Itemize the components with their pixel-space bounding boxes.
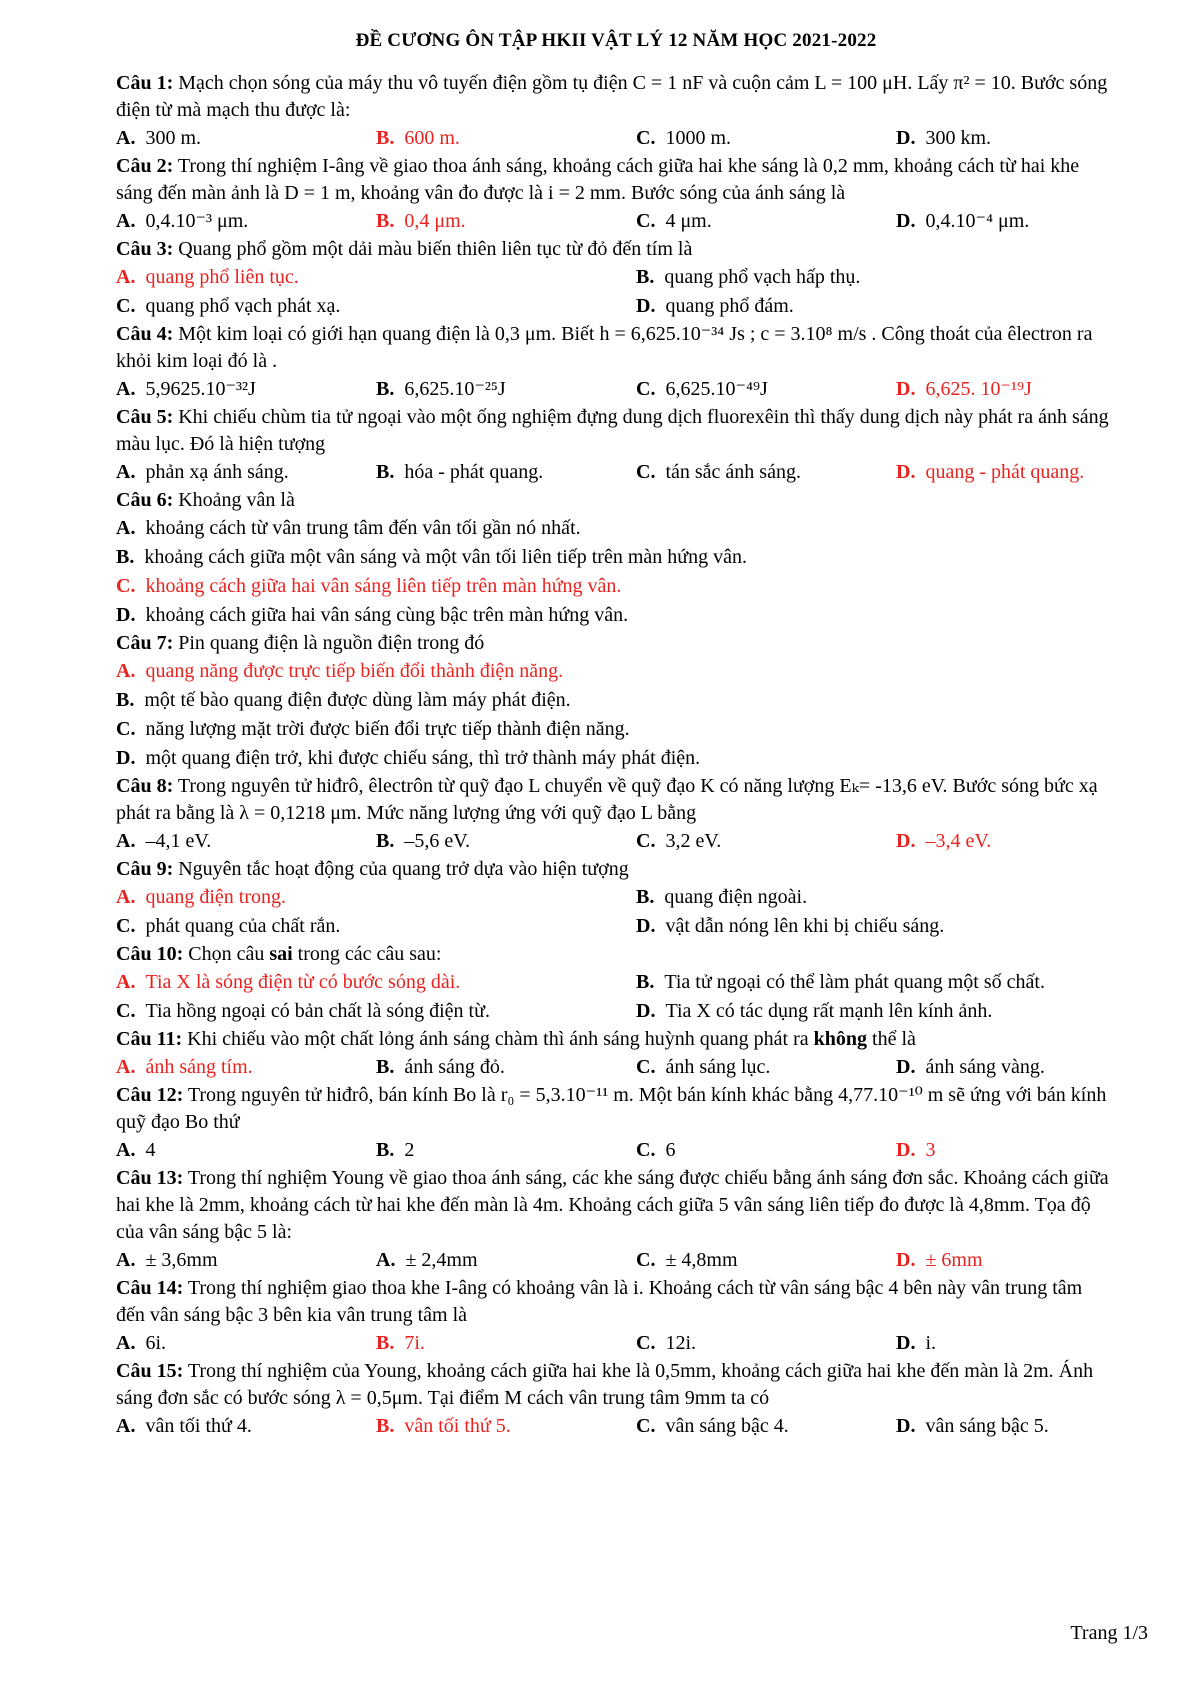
option-letter: C.: [636, 210, 656, 232]
option-letter: C.: [116, 915, 136, 937]
option-text: khoảng cách giữa một vân sáng và một vân tối liên tiếp trên màn hứng vân.: [144, 546, 747, 568]
answer-option-correct: [896, 375, 1116, 404]
answer-options: [116, 375, 1116, 404]
question-number: Câu 7:: [116, 632, 174, 654]
option-letter: A.: [116, 830, 136, 852]
option-letter: A.: [116, 461, 136, 483]
option-letter: A.: [116, 517, 136, 539]
question-block: [116, 1275, 1116, 1358]
answer-option-correct: [116, 263, 636, 292]
option-text: vật dẫn nóng lên khi bị chiếu sáng.: [665, 915, 945, 937]
option-letter: D.: [896, 1056, 916, 1078]
option-text: quang - phát quang.: [925, 461, 1085, 483]
answer-option: [116, 292, 636, 321]
option-letter: C.: [116, 718, 136, 740]
option-text: Tia hồng ngoại có bản chất là sóng điện từ.: [145, 1000, 490, 1022]
answer-options: [116, 1246, 1116, 1275]
answer-option: [636, 207, 896, 236]
answer-option: [636, 124, 896, 153]
option-text: 6: [665, 1139, 676, 1161]
option-letter: A.: [116, 1056, 136, 1078]
option-letter: A.: [116, 660, 136, 682]
answer-option: [636, 1329, 896, 1358]
answer-option-correct: [116, 572, 1116, 601]
answer-option: [896, 124, 1116, 153]
answer-options: [116, 883, 1116, 941]
option-text: vân tối thứ 4.: [145, 1415, 252, 1437]
answer-options: [116, 1136, 1116, 1165]
question-block: [116, 404, 1116, 487]
option-text: –4,1 eV.: [145, 830, 212, 852]
option-text: 3,2 eV.: [665, 830, 722, 852]
question-text: Trong thí nghiệm Young về giao thoa ánh sáng, các khe sáng được chiếu bằng ánh sáng đơn sắc. Khoảng cách giữa hai khe là 2mm, khoảng cách từ hai khe đến màn là 4m. Khoảng cách giữa 5 vân sáng liên tiếp đo được là 4,8mm. Tọa độ của vân sáng bậc 5 là:: [116, 1167, 1109, 1243]
option-text: quang điện ngoài.: [664, 886, 808, 908]
option-letter: A.: [116, 1332, 136, 1354]
question-stem: [116, 236, 1116, 263]
answer-option: [116, 543, 1116, 572]
question-text: trong các câu sau:: [292, 943, 442, 965]
answer-option: [636, 292, 1116, 321]
option-letter: B.: [376, 830, 395, 852]
answer-option-correct: [376, 207, 636, 236]
question-stem: [116, 773, 1116, 827]
question-stem: [116, 70, 1116, 124]
question-stem: [116, 1082, 1116, 1136]
option-text: vân tối thứ 5.: [404, 1415, 511, 1437]
question-stem: [116, 404, 1116, 458]
option-text: 0,4 μm.: [404, 210, 466, 232]
answer-option: [116, 1136, 376, 1165]
answer-option: [116, 1246, 376, 1275]
question-text: Trong thí nghiệm I-âng về giao thoa ánh sáng, khoảng cách giữa hai khe sáng là 0,2 mm, khoảng cách từ hai khe sáng đến màn ảnh là D = 1 m, khoảng vân đo được là i = 2 mm. Bước sóng của ánh sáng là: [116, 155, 1080, 204]
option-letter: B.: [376, 210, 395, 232]
question-text: Khi chiếu chùm tia tử ngoại vào một ống nghiệm đựng dung dịch fluorexêin thì thấy dung dịch này phát ra ánh sáng màu lục. Đó là hiện tượng: [116, 406, 1109, 455]
answer-option: [376, 375, 636, 404]
option-text: ánh sáng lục.: [665, 1056, 771, 1078]
option-letter: C.: [116, 575, 136, 597]
option-letter: B.: [376, 1139, 395, 1161]
option-letter: D.: [896, 1249, 916, 1271]
option-text: i.: [925, 1332, 937, 1354]
option-letter: A.: [116, 266, 136, 288]
question-number: Câu 1:: [116, 72, 174, 94]
option-text: quang phổ liên tục.: [145, 266, 299, 288]
answer-option: [116, 124, 376, 153]
question-text: Pin quang điện là nguồn điện trong đó: [173, 632, 485, 654]
option-text: một quang điện trở, khi được chiếu sáng, thì trở thành máy phát điện.: [145, 747, 701, 769]
question-stem: [116, 487, 1116, 514]
answer-option-correct: [116, 1053, 376, 1082]
option-text: tán sắc ánh sáng.: [665, 461, 801, 483]
question-block: [116, 630, 1116, 773]
option-text: vân sáng bậc 5.: [925, 1415, 1049, 1437]
question-emphasis: không: [813, 1028, 868, 1050]
option-text: quang phổ vạch phát xạ.: [145, 295, 341, 317]
option-letter: A.: [116, 1415, 136, 1437]
option-text: –3,4 eV.: [925, 830, 992, 852]
question-block: [116, 153, 1116, 236]
question-number: Câu 11:: [116, 1028, 183, 1050]
answer-options: [116, 1412, 1116, 1441]
question-block: [116, 487, 1116, 630]
question-block: [116, 773, 1116, 856]
option-text: hóa - phát quang.: [404, 461, 544, 483]
option-letter: D.: [116, 747, 136, 769]
option-letter: A.: [116, 127, 136, 149]
answer-option: [116, 827, 376, 856]
question-text: Khoảng vân là: [173, 489, 295, 511]
option-text: ánh sáng vàng.: [925, 1056, 1045, 1078]
question-block: [116, 1165, 1116, 1275]
answer-option: [116, 601, 1116, 630]
option-letter: A.: [116, 971, 136, 993]
option-text: 300 km.: [925, 127, 992, 149]
option-letter: A.: [116, 886, 136, 908]
option-letter: D.: [636, 1000, 656, 1022]
question-text: Trong nguyên tử hiđrô, êlectrôn từ quỹ đạo L chuyển về quỹ đạo K có năng lượng Eₖ= -13,6 eV. Bước sóng bức xạ phát ra bằng là λ = 0,1218 μm. Mức năng lượng ứng với quỹ đạo L bằng: [116, 775, 1098, 824]
option-text: phản xạ ánh sáng.: [145, 461, 289, 483]
answer-option: [896, 1053, 1116, 1082]
option-letter: D.: [896, 378, 916, 400]
option-letter: A.: [116, 1139, 136, 1161]
answer-option-correct: [116, 883, 636, 912]
option-text: ± 2,4mm: [405, 1249, 478, 1271]
question-block: [116, 941, 1116, 1026]
answer-option: [116, 686, 1116, 715]
option-letter: B.: [116, 546, 135, 568]
option-text: quang phổ vạch hấp thụ.: [664, 266, 861, 288]
option-text: 1000 m.: [665, 127, 732, 149]
answer-option: [116, 458, 376, 487]
answer-option-correct: [896, 458, 1116, 487]
option-letter: B.: [376, 1056, 395, 1078]
option-letter: D.: [896, 461, 916, 483]
question-stem: [116, 941, 1116, 968]
question-list: [116, 70, 1116, 1441]
option-letter: C.: [636, 1415, 656, 1437]
question-stem: [116, 1165, 1116, 1246]
question-number: Câu 6:: [116, 489, 174, 511]
answer-option: [116, 1412, 376, 1441]
answer-option: [896, 1412, 1116, 1441]
question-text: Trong thí nghiệm giao thoa khe I-âng có khoảng vân là i. Khoảng cách từ vân sáng bậc 4 bên này vân trung tâm đến vân sáng bậc 3 bên kia vân trung tâm là: [116, 1277, 1083, 1326]
option-text: ± 3,6mm: [145, 1249, 218, 1271]
answer-option: [116, 514, 1116, 543]
question-block: [116, 70, 1116, 153]
answer-option: [636, 1136, 896, 1165]
question-text: Quang phổ gồm một dải màu biến thiên liên tục từ đỏ đến tím là: [173, 238, 693, 260]
answer-option: [376, 1053, 636, 1082]
option-letter: C.: [636, 1056, 656, 1078]
option-text: ánh sáng đỏ.: [404, 1056, 505, 1078]
option-text: khoảng cách giữa hai vân sáng cùng bậc trên màn hứng vân.: [145, 604, 629, 626]
option-letter: D.: [896, 830, 916, 852]
option-text: –5,6 eV.: [404, 830, 471, 852]
question-text: Trong thí nghiệm của Young, khoảng cách giữa hai khe là 0,5mm, khoảng cách giữa hai khe đến màn là 2m. Ánh sáng đơn sắc có bước sóng λ = 0,5μm. Tại điểm M cách vân trung tâm 9mm ta có: [116, 1360, 1094, 1409]
answer-option-correct: [116, 968, 636, 997]
option-letter: C.: [116, 295, 136, 317]
option-letter: A.: [116, 210, 136, 232]
answer-option-correct: [376, 1412, 636, 1441]
option-letter: D.: [896, 1415, 916, 1437]
question-text: Khi chiếu vào một chất lỏng ánh sáng chàm thì ánh sáng huỳnh quang phát ra: [182, 1028, 814, 1050]
option-text: ánh sáng tím.: [145, 1056, 253, 1078]
option-letter: C.: [636, 461, 656, 483]
answer-option: [896, 207, 1116, 236]
option-letter: C.: [636, 1139, 656, 1161]
option-text: ± 6mm: [925, 1249, 983, 1271]
option-text: 300 m.: [145, 127, 202, 149]
answer-option-correct: [896, 1136, 1116, 1165]
answer-options: [116, 968, 1116, 1026]
option-letter: B.: [376, 127, 395, 149]
question-number: Câu 4:: [116, 323, 174, 345]
question-number: Câu 3:: [116, 238, 174, 260]
question-block: [116, 856, 1116, 941]
question-stem: [116, 1358, 1116, 1412]
answer-options: [116, 1053, 1116, 1082]
option-letter: A.: [376, 1249, 396, 1271]
option-letter: B.: [636, 886, 655, 908]
answer-option-correct: [116, 657, 1116, 686]
option-letter: D.: [116, 604, 136, 626]
answer-options: [116, 1329, 1116, 1358]
option-letter: B.: [376, 378, 395, 400]
question-number: Câu 8:: [116, 775, 174, 797]
option-letter: D.: [636, 295, 656, 317]
answer-option: [116, 207, 376, 236]
option-text: Tia X có tác dụng rất mạnh lên kính ảnh.: [665, 1000, 993, 1022]
option-letter: C.: [636, 830, 656, 852]
question-text: Nguyên tắc hoạt động của quang trở dựa vào hiện tượng: [173, 858, 629, 880]
question-number: Câu 2:: [116, 155, 174, 177]
option-text: 4 μm.: [665, 210, 712, 232]
option-letter: B.: [116, 689, 135, 711]
option-text: quang phổ đám.: [665, 295, 794, 317]
option-text: 0,4.10⁻⁴ μm.: [925, 210, 1030, 232]
answer-option: [376, 458, 636, 487]
question-number: Câu 9:: [116, 858, 174, 880]
option-letter: C.: [636, 1249, 656, 1271]
question-stem: [116, 321, 1116, 375]
question-block: [116, 1082, 1116, 1165]
option-letter: B.: [376, 461, 395, 483]
answer-option-correct: [376, 124, 636, 153]
option-text: 6,625.10⁻⁴⁹J: [665, 378, 768, 400]
answer-option: [636, 912, 1116, 941]
question-number: Câu 5:: [116, 406, 174, 428]
answer-option: [636, 827, 896, 856]
question-block: [116, 321, 1116, 404]
option-text: 7i.: [404, 1332, 425, 1354]
question-text: Chọn câu: [183, 943, 270, 965]
answer-option: [636, 997, 1116, 1026]
answer-options: [116, 458, 1116, 487]
option-letter: D.: [896, 127, 916, 149]
answer-option: [636, 883, 1116, 912]
question-stem: [116, 1026, 1116, 1053]
answer-option: [636, 1053, 896, 1082]
option-text: 3: [925, 1139, 936, 1161]
question-stem: [116, 856, 1116, 883]
option-text: quang năng được trực tiếp biến đổi thành điện năng.: [145, 660, 564, 682]
option-letter: B.: [376, 1415, 395, 1437]
answer-option: [116, 912, 636, 941]
question-block: [116, 1358, 1116, 1441]
option-text: năng lượng mặt trời được biến đổi trực tiếp thành điện năng.: [145, 718, 630, 740]
answer-option: [116, 1329, 376, 1358]
option-text: 6i.: [145, 1332, 167, 1354]
answer-options: [116, 657, 1116, 773]
question-number: Câu 15:: [116, 1360, 184, 1382]
option-letter: C.: [636, 127, 656, 149]
question-number: Câu 14:: [116, 1277, 184, 1299]
answer-option: [376, 1136, 636, 1165]
option-letter: D.: [896, 210, 916, 232]
option-text: khoảng cách giữa hai vân sáng liên tiếp trên màn hứng vân.: [145, 575, 622, 597]
option-text: 6,625.10⁻²⁵J: [404, 378, 506, 400]
answer-options: [116, 124, 1116, 153]
option-text: 5,9625.10⁻³²J: [145, 378, 256, 400]
option-letter: D.: [896, 1332, 916, 1354]
answer-option: [896, 1329, 1116, 1358]
option-text: 2: [404, 1139, 415, 1161]
option-text: ± 4,8mm: [665, 1249, 738, 1271]
answer-options: [116, 514, 1116, 630]
option-letter: A.: [116, 378, 136, 400]
answer-option-correct: [896, 827, 1116, 856]
answer-option: [116, 715, 1116, 744]
option-text: 6,625. 10⁻¹⁹J: [925, 378, 1032, 400]
question-text: Một kim loại có giới hạn quang điện là 0,3 μm. Biết h = 6,625.10⁻³⁴ Js ; c = 3.10⁸ m/s . Công thoát của êlectron ra khỏi kim loại đó là .: [116, 323, 1093, 372]
question-stem: [116, 630, 1116, 657]
option-text: 12i.: [665, 1332, 697, 1354]
page-title: ĐỀ CƯƠNG ÔN TẬP HKII VẬT LÝ 12 NĂM HỌC 2021-2022: [355, 30, 877, 51]
answer-options: [116, 827, 1116, 856]
option-text: 0,4.10⁻³ μm.: [145, 210, 249, 232]
answer-option: [376, 1246, 636, 1275]
option-text: Tia tử ngoại có thể làm phát quang một số chất.: [664, 971, 1045, 993]
option-text: vân sáng bậc 4.: [665, 1415, 789, 1437]
answer-option: [116, 375, 376, 404]
answer-option-correct: [896, 1246, 1116, 1275]
page-number: Trang 1/3: [1070, 1622, 1148, 1644]
option-text: phát quang của chất rắn.: [145, 915, 341, 937]
answer-option: [636, 968, 1116, 997]
question-stem: [116, 1275, 1116, 1329]
option-letter: D.: [636, 915, 656, 937]
answer-option-correct: [376, 1329, 636, 1358]
question-number: Câu 12:: [116, 1084, 184, 1106]
option-text: 4: [145, 1139, 156, 1161]
option-text: một tế bào quang điện được dùng làm máy phát điện.: [144, 689, 571, 711]
option-letter: B.: [636, 971, 655, 993]
answer-option: [636, 458, 896, 487]
option-letter: B.: [636, 266, 655, 288]
question-stem: [116, 153, 1116, 207]
answer-options: [116, 207, 1116, 236]
option-letter: D.: [896, 1139, 916, 1161]
answer-options: [116, 263, 1116, 321]
option-letter: C.: [636, 1332, 656, 1354]
option-letter: C.: [116, 1000, 136, 1022]
question-emphasis: sai: [269, 943, 293, 965]
option-text: quang điện trong.: [145, 886, 286, 908]
answer-option: [376, 827, 636, 856]
question-number: Câu 10:: [116, 943, 184, 965]
option-text: Tia X là sóng điện từ có bước sóng dài.: [145, 971, 461, 993]
answer-option: [636, 375, 896, 404]
answer-option: [116, 997, 636, 1026]
option-letter: C.: [636, 378, 656, 400]
question-block: [116, 236, 1116, 321]
question-text: Mạch chọn sóng của máy thu vô tuyến điện gồm tụ điện C = 1 nF và cuộn cảm L = 100 μH. Lấy π² = 10. Bước sóng điện từ mà mạch thu được là:: [116, 72, 1108, 121]
question-text: thể là: [867, 1028, 916, 1050]
question-text: Trong nguyên tử hiđrô, bán kính Bo là r₀ = 5,3.10⁻¹¹ m. Một bán kính khác bằng 4,77.10⁻¹⁰ m sẽ ứng với bán kính quỹ đạo Bo thứ: [116, 1084, 1107, 1133]
answer-option: [116, 744, 1116, 773]
option-letter: B.: [376, 1332, 395, 1354]
answer-option: [636, 1246, 896, 1275]
option-text: 600 m.: [404, 127, 460, 149]
question-block: [116, 1026, 1116, 1082]
answer-option: [636, 263, 1116, 292]
option-letter: A.: [116, 1249, 136, 1271]
option-text: khoảng cách từ vân trung tâm đến vân tối gần nó nhất.: [145, 517, 581, 539]
answer-option: [636, 1412, 896, 1441]
question-number: Câu 13:: [116, 1167, 184, 1189]
